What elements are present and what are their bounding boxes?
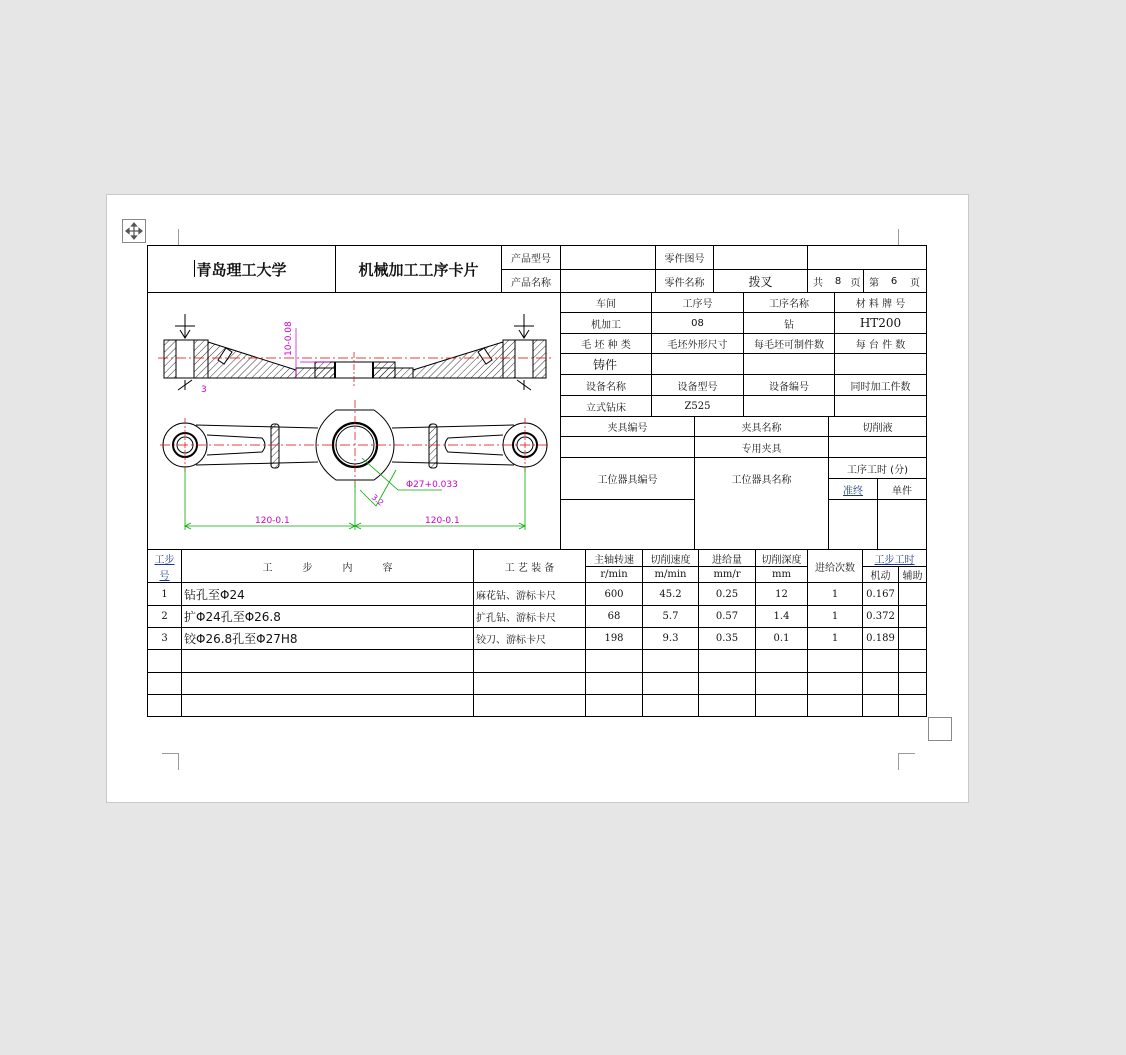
step-1-equipment[interactable]: 麻花钻、游标卡尺	[476, 590, 556, 602]
station-tool-no-label: 工位器具编号	[597, 475, 658, 486]
school-name: 青岛理工大学	[196, 260, 287, 279]
step-no-header-top: 工步	[154, 554, 175, 566]
step-3-depth[interactable]: 0.1	[773, 633, 790, 644]
step-3-no: 3	[161, 633, 168, 644]
step-1-depth[interactable]: 12	[775, 588, 788, 600]
speed-header: 主轴转速	[594, 554, 634, 566]
page-no-unit: 页	[910, 277, 920, 289]
dim-thickness: 10-0.08	[284, 321, 294, 356]
step-2-speed[interactable]: 68	[607, 611, 621, 622]
roughness-value: 3.2	[369, 492, 386, 508]
step-1-passes[interactable]: 1	[831, 588, 839, 600]
step-no-header-bottom: 号	[159, 570, 170, 582]
op-no-label: 工序号	[682, 299, 713, 310]
workshop-value[interactable]: 机加工	[591, 319, 621, 331]
step-1-content[interactable]: 钻孔至Φ24	[184, 587, 245, 602]
op-name-label: 工序名称	[769, 299, 809, 310]
depth-unit: mm	[772, 569, 791, 580]
fixture-no-label: 夹具编号	[607, 423, 648, 434]
top-view	[160, 400, 550, 530]
step-3-speed[interactable]: 198	[604, 633, 624, 644]
section-view	[158, 314, 552, 390]
step-1-speed[interactable]: 600	[604, 588, 624, 600]
dim-right-length: 120-0.1	[425, 516, 460, 526]
step-1-no: 1	[161, 588, 168, 600]
step-2-no: 2	[161, 611, 168, 622]
cut-speed-unit: m/min	[654, 569, 687, 580]
depth-header: 切削深度	[761, 554, 802, 566]
passes-header: 进给次数	[815, 562, 855, 574]
fixture-name-label: 夹具名称	[741, 423, 782, 434]
step-3-equipment[interactable]: 铰刀、游标卡尺	[476, 635, 546, 646]
machine-time-header: 机动	[870, 571, 891, 582]
step-2-content[interactable]: 扩Φ24孔至Φ26.8	[184, 610, 281, 624]
step-2-cut-speed[interactable]: 5.7	[662, 611, 679, 622]
material-label: 材 料 牌 号	[855, 299, 906, 310]
station-tool-name-label: 工位器具名称	[731, 475, 792, 486]
step-2-feed[interactable]: 0.57	[715, 611, 739, 622]
equipment-header: 工 艺 装 备	[504, 562, 555, 574]
dim-hole-diameter: Φ27+0.033	[406, 480, 458, 490]
product-model-value[interactable]	[561, 246, 655, 269]
card-title: 机械加工工序卡片	[358, 260, 479, 279]
step-2-depth[interactable]: 1.4	[773, 611, 790, 622]
equip-name-value[interactable]: 立式钻床	[586, 402, 626, 414]
blank-size-label: 毛坯外形尺寸	[667, 340, 728, 351]
per-unit-label: 每 台 件 数	[855, 340, 906, 351]
feed-unit: mm/r	[713, 569, 741, 580]
text-cursor	[194, 260, 195, 277]
simultaneous-count-label: 同时加工件数	[850, 381, 911, 393]
step-2-passes[interactable]: 1	[831, 611, 839, 622]
fixture-name-value[interactable]: 专用夹具	[741, 443, 782, 455]
prep-time-label: 准终	[843, 485, 863, 497]
step-2-equipment[interactable]: 扩孔钻、游标卡尺	[476, 613, 556, 624]
step-time-header: 工步工时	[874, 554, 915, 566]
step-3-machine-time[interactable]: 0.189	[866, 633, 895, 644]
aux-time-header: 辅助	[902, 571, 923, 582]
equip-model-value[interactable]: Z525	[684, 400, 711, 412]
per-blank-label: 每毛坯可制件数	[754, 340, 824, 351]
total-label: 共	[813, 277, 823, 289]
coolant-label: 切削液	[862, 423, 893, 434]
feed-header: 进给量	[712, 554, 742, 566]
page-no-label: 第	[869, 277, 879, 289]
page-no[interactable]: 6	[890, 275, 898, 287]
blank-type-label: 毛 坯 种 类	[581, 340, 631, 351]
step-1-machine-time[interactable]: 0.167	[866, 588, 895, 600]
part-drawing-no-label: 零件图号	[664, 254, 705, 265]
product-name-label: 产品名称	[511, 277, 551, 289]
step-1-feed[interactable]: 0.25	[715, 588, 739, 600]
speed-unit: r/min	[600, 569, 628, 580]
blank-type-value[interactable]: 铸件	[593, 357, 618, 372]
dim-3: 3	[201, 385, 207, 395]
step-3-content[interactable]: 铰Φ26.8孔至Φ27H8	[184, 632, 298, 646]
step-3-feed[interactable]: 0.35	[715, 633, 739, 644]
unit-time-label: 单件	[892, 485, 912, 497]
equip-model-label: 设备型号	[677, 381, 718, 393]
op-time-label: 工序工时 (分)	[847, 464, 908, 476]
step-2-machine-time[interactable]: 0.372	[866, 611, 895, 622]
step-1-cut-speed[interactable]: 45.2	[659, 588, 682, 600]
step-3-cut-speed[interactable]: 9.3	[662, 633, 679, 644]
cut-speed-header: 切削速度	[650, 554, 691, 566]
workshop-label: 车间	[596, 299, 616, 310]
step-content-header: 工 步 内 容	[262, 562, 393, 574]
total-pages[interactable]: 8	[834, 275, 842, 287]
equip-no-label: 设备编号	[769, 381, 809, 393]
dim-left-length: 120-0.1	[255, 516, 290, 526]
material-value[interactable]: HT200	[859, 316, 902, 330]
op-name-value[interactable]: 钻	[784, 319, 794, 331]
product-model-label: 产品型号	[511, 254, 551, 265]
part-name-value[interactable]: 拨叉	[748, 274, 773, 289]
part-name-label: 零件名称	[664, 277, 705, 289]
op-no-value[interactable]: 08	[691, 317, 704, 329]
equip-name-label: 设备名称	[586, 381, 626, 393]
step-3-passes[interactable]: 1	[831, 633, 839, 644]
total-pages-unit: 页	[850, 277, 861, 289]
